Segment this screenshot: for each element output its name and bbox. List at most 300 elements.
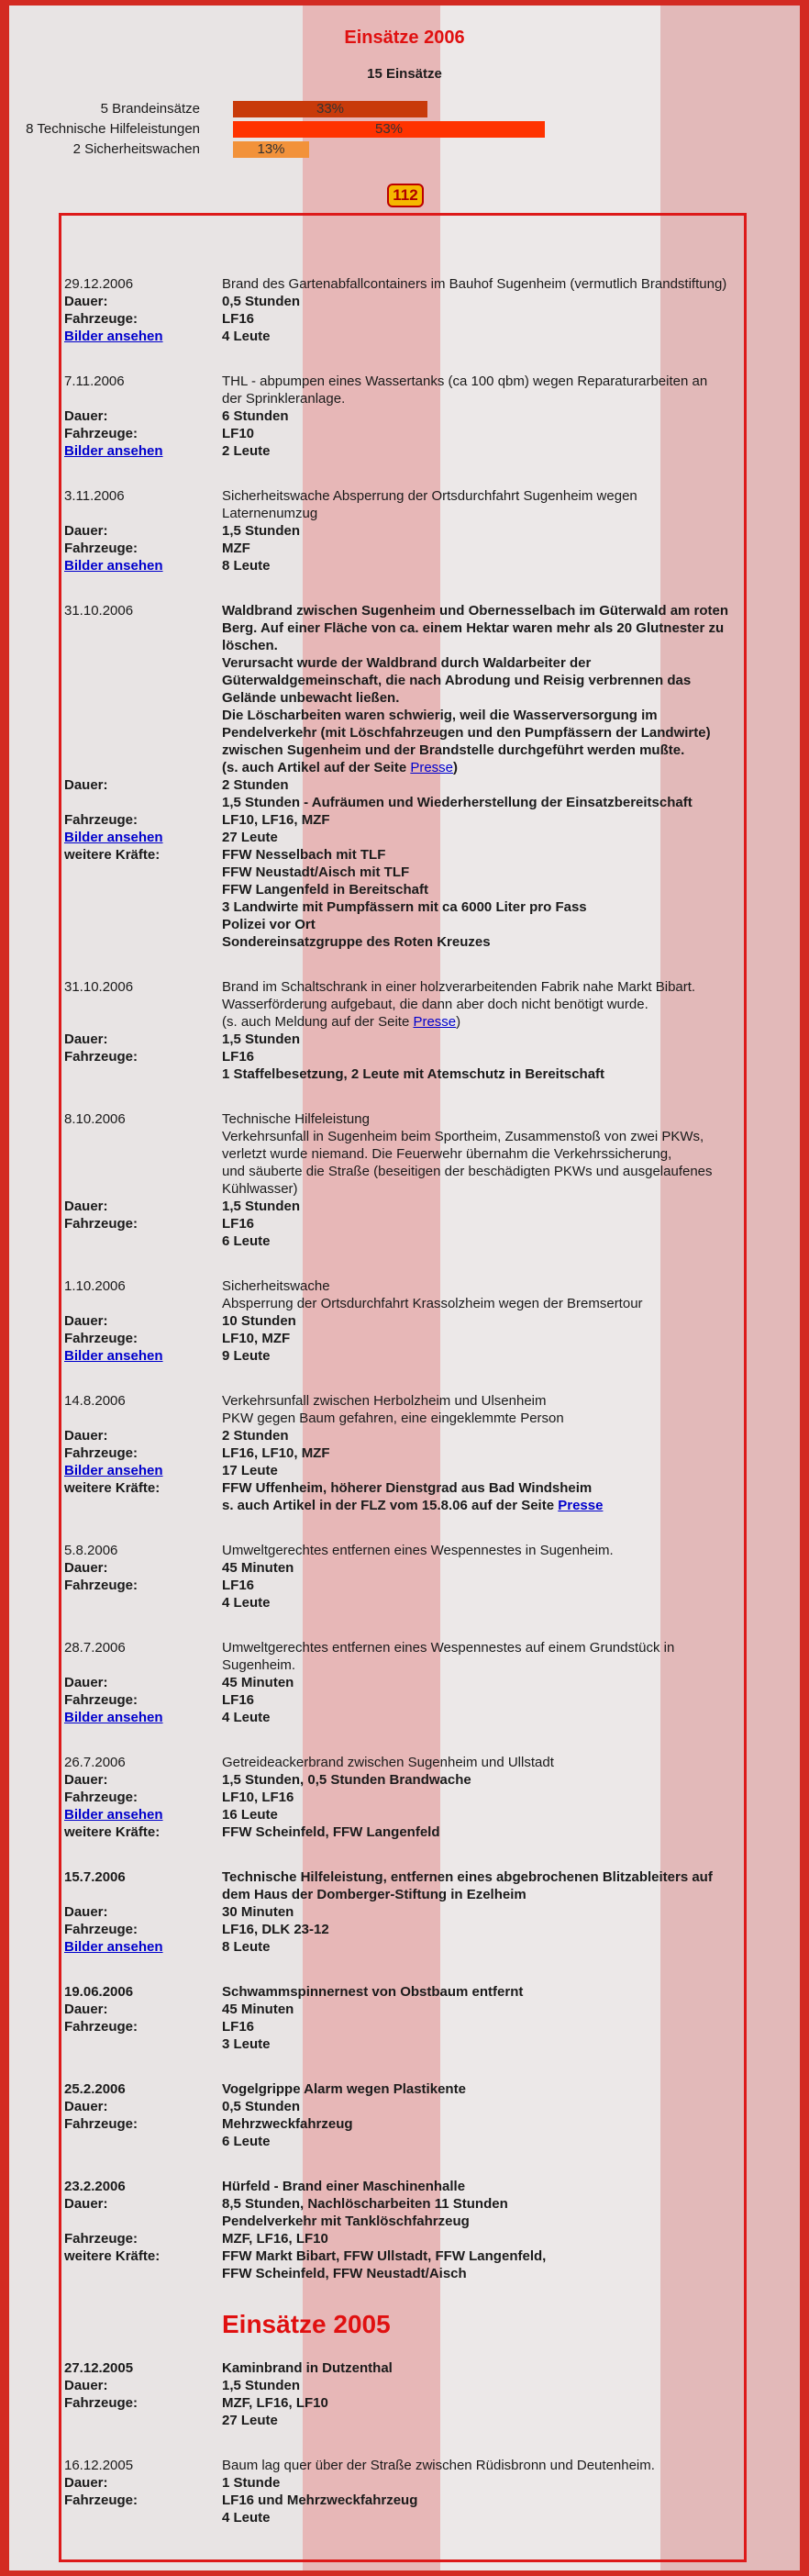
incident-desc-line <box>64 1410 743 1427</box>
incident-header <box>64 1392 743 1410</box>
personnel-row <box>64 2035 743 2053</box>
incident-date: 5.8.2006 <box>64 1543 118 1558</box>
other-forces-value: FFW Markt Bibart, FFW Ullstadt, FFW Langenfeld, <box>222 2248 547 2264</box>
incident-description: Berg. Auf einer Fläche von ca. einem Hektar waren mehr als 20 Glutnester zu <box>222 620 725 636</box>
personnel-row <box>64 1232 743 1250</box>
incident-date: 31.10.2006 <box>64 603 134 619</box>
incident-entry <box>64 1110 743 1250</box>
incident-entry <box>64 275 743 345</box>
incident-header <box>64 978 743 996</box>
incident-description: Sicherheitswache <box>222 1278 330 1294</box>
vehicles-label: Fahrzeuge: <box>64 812 139 828</box>
incident-desc-line <box>64 689 743 707</box>
stat-label <box>0 141 200 160</box>
vehicles-row <box>64 811 743 829</box>
incident-header <box>64 1277 743 1295</box>
incident-header <box>64 1983 743 2001</box>
duration-row <box>64 1198 743 1215</box>
other-forces-value: FFW Scheinfeld, FFW Langenfeld <box>222 1824 440 1840</box>
duration-row <box>64 2474 743 2492</box>
other-forces-row <box>64 898 743 916</box>
view-pictures-link[interactable]: Bilder ansehen <box>64 1463 163 1478</box>
incident-description: zwischen Sugenheim und der Brandstelle durchgeführt werden mußte. <box>222 742 685 758</box>
other-forces-row <box>64 1479 743 1497</box>
presse-link[interactable]: Presse <box>410 760 454 775</box>
personnel-count: 6 Leute <box>222 1233 271 1249</box>
personnel-row[interactable] <box>64 1806 743 1823</box>
duration-row <box>64 293 743 310</box>
incident-description: Verursacht wurde der Waldbrand durch Waldarbeiter der <box>222 655 592 671</box>
duration-row <box>64 2098 743 2115</box>
incident-description: THL - abpumpen eines Wassertanks (ca 100 qbm) wegen Reparaturarbeiten an <box>222 374 708 389</box>
vehicles-value: LF16 <box>222 311 255 327</box>
incident-header <box>64 2178 743 2195</box>
incident-description: Güterwaldgemeinschaft, die nach Abrodung und Reisig verbrennen das <box>222 673 692 688</box>
vehicles-value: LF16 <box>222 1049 255 1065</box>
incident-description: der Sprinkleranlage. <box>222 391 346 407</box>
duration-label: Dauer: <box>64 294 108 309</box>
presse-link[interactable]: Presse <box>558 1498 604 1513</box>
other-forces-row <box>64 846 743 864</box>
incident-date: 8.10.2006 <box>64 1111 126 1127</box>
incident-description: Laternenumzug <box>222 506 318 521</box>
personnel-row[interactable] <box>64 557 743 574</box>
vehicles-row <box>64 1444 743 1462</box>
duration-value: 45 Minuten <box>222 1560 294 1576</box>
vehicles-row <box>64 1789 743 1806</box>
personnel-count: 8 Leute <box>222 1939 271 1955</box>
incident-date: 19.06.2006 <box>64 1984 134 2000</box>
duration-label: Dauer: <box>64 1675 108 1690</box>
personnel-count: 8 Leute <box>222 558 271 574</box>
stat-label <box>0 101 200 119</box>
vehicles-value: MZF, LF16, LF10 <box>222 2395 328 2411</box>
incident-description: Technische Hilfeleistung <box>222 1111 370 1127</box>
duration-row <box>64 1674 743 1691</box>
incident-desc-line <box>64 1180 743 1198</box>
duration-value: 1,5 Stunden - Aufräumen und Wiederherstellung der Einsatzbereitschaft <box>222 795 693 810</box>
personnel-count: 4 Leute <box>222 1595 271 1611</box>
incident-header <box>64 373 743 390</box>
incident-description: Kühlwasser) <box>222 1181 298 1197</box>
view-pictures-link[interactable]: Bilder ansehen <box>64 558 163 574</box>
personnel-count: 2 Leute <box>222 443 271 459</box>
duration-value: 1,5 Stunden, 0,5 Stunden Brandwache <box>222 1772 471 1788</box>
duration-label: Dauer: <box>64 1032 108 1047</box>
vehicles-row <box>64 1921 743 1938</box>
personnel-row[interactable] <box>64 1938 743 1956</box>
personnel-count: 27 Leute <box>222 830 278 845</box>
other-forces-label: weitere Kräfte: <box>64 1824 161 1840</box>
duration-value: 8,5 Stunden, Nachlöscharbeiten 11 Stunden <box>222 2196 508 2212</box>
vehicles-value: LF10, LF16, MZF <box>222 812 330 828</box>
vehicles-label: Fahrzeuge: <box>64 1216 139 1232</box>
vehicles-value: MZF <box>222 541 250 556</box>
incident-header <box>64 2359 743 2377</box>
incident-header <box>64 1639 743 1656</box>
incident-date: 29.12.2006 <box>64 276 134 292</box>
incident-description: Umweltgerechtes entfernen eines Wespennestes auf einem Grundstück in <box>222 1640 675 1656</box>
personnel-row <box>64 2509 743 2526</box>
personnel-row <box>64 1594 743 1611</box>
vehicles-value: LF16 <box>222 1216 255 1232</box>
incident-entry <box>64 2178 743 2282</box>
incident-description: Hürfeld - Brand einer Maschinenhalle <box>222 2179 466 2194</box>
duration-value: 6 Stunden <box>222 408 289 424</box>
other-forces-row <box>64 881 743 898</box>
duration-row <box>64 776 743 794</box>
view-pictures-link[interactable]: Bilder ansehen <box>64 1939 163 1955</box>
other-forces-value: FFW Neustadt/Aisch mit TLF <box>222 864 410 880</box>
stat-bar: 53% <box>233 121 545 138</box>
incident-description: Pendelverkehr (mit Löschfahrzeugen und den Pumpfässern der Landwirte) <box>222 725 711 741</box>
incident-header <box>64 602 743 619</box>
duration-row <box>64 1903 743 1921</box>
vehicles-label: Fahrzeuge: <box>64 2492 139 2508</box>
incident-date: 16.12.2005 <box>64 2458 134 2473</box>
press-note: s. auch Artikel in der FLZ vom 15.8.06 auf der Seite <box>222 1498 559 1513</box>
incident-desc-line <box>64 1013 743 1031</box>
incident-entry <box>64 1868 743 1956</box>
vehicles-value: LF16, DLK 23-12 <box>222 1922 329 1937</box>
other-forces-row <box>64 2265 743 2282</box>
incident-entry <box>64 1639 743 1726</box>
other-forces-row <box>64 916 743 933</box>
incident-description: Sugenheim. <box>222 1657 296 1673</box>
view-pictures-link[interactable]: Bilder ansehen <box>64 830 163 845</box>
view-pictures-link[interactable]: Bilder ansehen <box>64 329 163 344</box>
vehicles-row <box>64 540 743 557</box>
duration-value: 1 Stunde <box>222 2475 281 2491</box>
incident-entry <box>64 1392 743 1514</box>
other-forces-value: FFW Uffenheim, höherer Dienstgrad aus Bad Windsheim <box>222 1480 593 1496</box>
personnel-count: 16 Leute <box>222 1807 278 1823</box>
incident-description: Brand im Schaltschrank in einer holzverarbeitenden Fabrik nahe Markt Bibart. <box>222 979 696 995</box>
incident-desc-line <box>64 759 743 776</box>
duration-value: 1,5 Stunden <box>222 1199 301 1214</box>
vehicles-row <box>64 1215 743 1232</box>
frame-bottom <box>0 2570 809 2576</box>
personnel-row[interactable] <box>64 1462 743 1479</box>
personnel-count: 27 Leute <box>222 2413 278 2428</box>
view-pictures-link[interactable]: Bilder ansehen <box>64 1348 163 1364</box>
vehicles-label: Fahrzeuge: <box>64 1049 139 1065</box>
vehicles-row <box>64 2394 743 2412</box>
incident-entry <box>64 2359 743 2429</box>
duration-row <box>64 1559 743 1577</box>
stat-label <box>0 121 200 139</box>
incident-description: Waldbrand zwischen Sugenheim und Obernesselbach im Güterwald am roten <box>222 603 729 619</box>
duration-row <box>64 2195 743 2213</box>
personnel-row[interactable] <box>64 328 743 345</box>
incident-header <box>64 2457 743 2474</box>
duration-value: 1,5 Stunden <box>222 523 301 539</box>
incident-desc-line <box>64 654 743 672</box>
vehicles-row <box>64 2230 743 2247</box>
press-note: (s. auch Artikel auf der Seite <box>222 760 411 775</box>
vehicles-row <box>64 310 743 328</box>
incident-desc-line <box>64 1656 743 1674</box>
other-forces-value: FFW Scheinfeld, FFW Neustadt/Aisch <box>222 2266 467 2281</box>
vehicles-label: Fahrzeuge: <box>64 1692 139 1708</box>
incident-header <box>64 1110 743 1128</box>
personnel-count: 17 Leute <box>222 1463 278 1478</box>
vehicles-value: LF16 <box>222 1692 255 1708</box>
duration-value: 2 Stunden <box>222 1428 289 1444</box>
duration-label: Dauer: <box>64 2475 108 2491</box>
incident-description: Absperrung der Ortsdurchfahrt Krassolzheim wegen der Bremsertour <box>222 1296 643 1311</box>
vehicles-value: LF10, LF16 <box>222 1790 294 1805</box>
duration-row <box>64 1031 743 1048</box>
section-title-2005: Einsätze 2005 <box>222 2310 391 2338</box>
incident-entry <box>64 487 743 574</box>
vehicles-value: LF16 und Mehrzweckfahrzeug <box>222 2492 418 2508</box>
vehicles-value: LF16, LF10, MZF <box>222 1445 330 1461</box>
incident-entry <box>64 1277 743 1365</box>
vehicles-value: LF10, MZF <box>222 1331 291 1346</box>
other-forces-value: Sondereinsatzgruppe des Roten Kreuzes <box>222 934 491 950</box>
incident-date: 1.10.2006 <box>64 1278 126 1294</box>
duration-label: Dauer: <box>64 1313 108 1329</box>
duration-label: Dauer: <box>64 1199 108 1214</box>
incident-entry <box>64 2080 743 2150</box>
incident-desc-line <box>64 390 743 407</box>
other-forces-value: FFW Langenfeld in Bereitschaft <box>222 882 429 898</box>
duration-label: Dauer: <box>64 2378 108 2393</box>
incident-description: Technische Hilfeleistung, entfernen eines abgebrochenen Blitzableiters auf <box>222 1869 713 1885</box>
other-forces-label: weitere Kräfte: <box>64 847 161 863</box>
incident-description: dem Haus der Domberger-Stiftung in Ezelheim <box>222 1887 526 1902</box>
incident-date: 26.7.2006 <box>64 1755 126 1770</box>
frame-right <box>800 0 809 2576</box>
incident-header <box>64 2080 743 2098</box>
incident-description: Sicherheitswache Absperrung der Ortsdurchfahrt Sugenheim wegen <box>222 488 637 504</box>
duration-value: 1,5 Stunden <box>222 2378 301 2393</box>
incident-description: Umweltgerechtes entfernen eines Wespennestes in Sugenheim. <box>222 1543 614 1558</box>
vehicles-label: Fahrzeuge: <box>64 2116 139 2132</box>
duration-label: Dauer: <box>64 1560 108 1576</box>
incident-desc-line <box>64 724 743 742</box>
vehicles-label: Fahrzeuge: <box>64 2231 139 2247</box>
duration-row <box>64 2377 743 2394</box>
incident-description: Verkehrsunfall in Sugenheim beim Sportheim, Zusammenstoß von zwei PKWs, <box>222 1129 704 1144</box>
incident-description: Wasserförderung aufgebaut, die dann aber doch nicht benötigt wurde. <box>222 997 648 1012</box>
incident-header <box>64 487 743 505</box>
view-pictures-link[interactable]: Bilder ansehen <box>64 1710 163 1725</box>
stat-label-text: 2 Sicherheitswachen <box>72 141 200 157</box>
incident-date: 7.11.2006 <box>64 374 125 389</box>
incident-entry <box>64 1983 743 2053</box>
vehicles-value: LF16 <box>222 2019 255 2035</box>
incident-date: 25.2.2006 <box>64 2081 126 2097</box>
vehicles-row <box>64 2115 743 2133</box>
other-forces-row <box>64 864 743 881</box>
vehicles-label: Fahrzeuge: <box>64 2019 139 2035</box>
duration-row <box>64 522 743 540</box>
duration-value: 45 Minuten <box>222 2002 294 2017</box>
duration-row <box>64 2001 743 2018</box>
incident-entry <box>64 2457 743 2526</box>
duration-label: Dauer: <box>64 2002 108 2017</box>
other-forces-label: weitere Kräfte: <box>64 1480 161 1496</box>
other-forces-label: weitere Kräfte: <box>64 2248 161 2264</box>
incident-entry <box>64 602 743 951</box>
vehicles-label: Fahrzeuge: <box>64 1331 139 1346</box>
duration-label: Dauer: <box>64 1904 108 1920</box>
duration-value: 2 Stunden <box>222 777 289 793</box>
personnel-count: 4 Leute <box>222 1710 271 1725</box>
incident-description: Vogelgrippe Alarm wegen Plastikente <box>222 2081 466 2097</box>
vehicles-label: Fahrzeuge: <box>64 1790 139 1805</box>
press-note: (s. auch Meldung auf der Seite <box>222 1014 414 1030</box>
duration-row <box>64 1427 743 1444</box>
incident-desc-line <box>64 1295 743 1312</box>
vehicles-label: Fahrzeuge: <box>64 541 139 556</box>
stat-label-text: 5 Brandeinsätze <box>100 101 200 117</box>
incident-entry <box>64 1542 743 1611</box>
duration-label: Dauer: <box>64 2099 108 2114</box>
vehicles-label: Fahrzeuge: <box>64 311 139 327</box>
vehicles-row <box>64 2492 743 2509</box>
incident-desc-line <box>64 619 743 637</box>
other-forces-value: Polizei vor Ort <box>222 917 316 932</box>
personnel-count: 9 Leute <box>222 1348 271 1364</box>
incident-description: Verkehrsunfall zwischen Herbolzheim und Ulsenheim <box>222 1393 547 1409</box>
other-forces-row <box>64 2247 743 2265</box>
press-note-end: ) <box>453 760 459 775</box>
duration-label: Dauer: <box>64 1772 108 1788</box>
duration-label: Dauer: <box>64 777 108 793</box>
incident-header <box>64 1754 743 1771</box>
vehicles-value: LF10 <box>222 426 255 441</box>
page-title: Einsätze 2006 <box>344 28 465 48</box>
press-note-end: ) <box>456 1014 461 1030</box>
incident-description: Gelände unbewacht ließen. <box>222 690 400 706</box>
personnel-count: 3 Leute <box>222 2036 271 2052</box>
stat-label-text: 8 Technische Hilfeleistungen <box>26 121 200 137</box>
duration-value: 0,5 Stunden <box>222 294 301 309</box>
incident-description: und säuberte die Straße (beseitigen der beschädigten PKWs und ausgelaufenes <box>222 1164 713 1179</box>
other-forces-value: 3 Landwirte mit Pumpfässern mit ca 6000 Liter pro Fass <box>222 899 587 915</box>
incident-list <box>64 275 743 2554</box>
incident-desc-line <box>64 996 743 1013</box>
vehicles-label: Fahrzeuge: <box>64 426 139 441</box>
incident-date: 15.7.2006 <box>64 1869 126 1885</box>
duration-value: 1,5 Stunden <box>222 1032 301 1047</box>
stat-bar: 13% <box>233 141 309 158</box>
personnel-row <box>64 2133 743 2150</box>
incident-desc-line <box>64 1886 743 1903</box>
vehicles-row <box>64 1065 743 1083</box>
personnel-count: 6 Leute <box>222 2134 271 2149</box>
duration-value: Pendelverkehr mit Tanklöschfahrzeug <box>222 2214 470 2229</box>
duration-label: Dauer: <box>64 1428 108 1444</box>
duration-value: 30 Minuten <box>222 1904 294 1920</box>
incident-date: 3.11.2006 <box>64 488 125 504</box>
incident-entry <box>64 373 743 460</box>
duration-row <box>64 1312 743 1330</box>
personnel-count: 4 Leute <box>222 329 271 344</box>
view-pictures-link[interactable]: Bilder ansehen <box>64 1807 163 1823</box>
other-forces-row <box>64 1823 743 1841</box>
other-forces-row <box>64 1497 743 1514</box>
incident-date: 14.8.2006 <box>64 1393 126 1409</box>
duration-row <box>64 1771 743 1789</box>
duration-label: Dauer: <box>64 523 108 539</box>
vehicles-value: LF16 <box>222 1578 255 1593</box>
vehicles-row <box>64 425 743 442</box>
emergency-112-icon: 112 <box>387 184 424 207</box>
vehicles-row <box>64 2018 743 2035</box>
incident-description: löschen. <box>222 638 278 653</box>
frame-top <box>0 0 809 6</box>
vehicles-label: Fahrzeuge: <box>64 2395 139 2411</box>
incident-description: Die Löscharbeiten waren schwierig, weil die Wasserversorgung im <box>222 708 658 723</box>
view-pictures-link[interactable]: Bilder ansehen <box>64 443 163 459</box>
incident-desc-line <box>64 672 743 689</box>
other-forces-row <box>64 933 743 951</box>
incident-description: Getreideackerbrand zwischen Sugenheim und Ullstadt <box>222 1755 554 1770</box>
personnel-row[interactable] <box>64 1347 743 1365</box>
duration-label: Dauer: <box>64 2196 108 2212</box>
incident-desc-line <box>64 1145 743 1163</box>
incident-entry <box>64 1754 743 1841</box>
vehicles-label: Fahrzeuge: <box>64 1922 139 1937</box>
incident-desc-line <box>64 707 743 724</box>
incident-desc-line <box>64 637 743 654</box>
duration-value: 0,5 Stunden <box>222 2099 301 2114</box>
incident-date: 27.12.2005 <box>64 2360 134 2376</box>
vehicles-row <box>64 1691 743 1709</box>
incident-header <box>64 1868 743 1886</box>
incident-desc-line <box>64 1128 743 1145</box>
vehicles-row <box>64 1330 743 1347</box>
duration-row <box>64 794 743 811</box>
duration-row <box>64 2213 743 2230</box>
incident-description: PKW gegen Baum gefahren, eine eingeklemmte Person <box>222 1411 564 1426</box>
incident-desc-line <box>64 742 743 759</box>
personnel-row[interactable] <box>64 442 743 460</box>
stat-bar: 33% <box>233 101 427 117</box>
incident-desc-line <box>64 1163 743 1180</box>
duration-value: 45 Minuten <box>222 1675 294 1690</box>
presse-link[interactable]: Presse <box>413 1014 457 1030</box>
vehicles-row <box>64 1577 743 1594</box>
personnel-row[interactable] <box>64 829 743 846</box>
incident-date: 23.2.2006 <box>64 2179 126 2194</box>
vehicles-value: 1 Staffelbesetzung, 2 Leute mit Atemschutz in Bereitschaft <box>222 1066 605 1082</box>
incident-header <box>64 1542 743 1559</box>
incident-description: Brand des Gartenabfallcontainers im Bauhof Sugenheim (vermutlich Brandstiftung) <box>222 276 727 292</box>
vehicles-row <box>64 1048 743 1065</box>
incident-description: Kaminbrand in Dutzenthal <box>222 2360 393 2376</box>
duration-row <box>64 407 743 425</box>
incident-desc-line <box>64 505 743 522</box>
vehicles-value: MZF, LF16, LF10 <box>222 2231 328 2247</box>
duration-label: Dauer: <box>64 408 108 424</box>
incident-description: verletzt wurde niemand. Die Feuerwehr übernahm die Verkehrssicherung, <box>222 1146 672 1162</box>
duration-value: 10 Stunden <box>222 1313 296 1329</box>
personnel-count: 4 Leute <box>222 2510 271 2526</box>
incident-header <box>64 275 743 293</box>
incident-description: Baum lag quer über der Straße zwischen Rüdisbronn und Deutenheim. <box>222 2458 655 2473</box>
incident-date: 28.7.2006 <box>64 1640 126 1656</box>
incident-count: 15 Einsätze <box>367 66 442 82</box>
vehicles-label: Fahrzeuge: <box>64 1578 139 1593</box>
vehicles-label: Fahrzeuge: <box>64 1445 139 1461</box>
personnel-row <box>64 2412 743 2429</box>
personnel-row[interactable] <box>64 1709 743 1726</box>
